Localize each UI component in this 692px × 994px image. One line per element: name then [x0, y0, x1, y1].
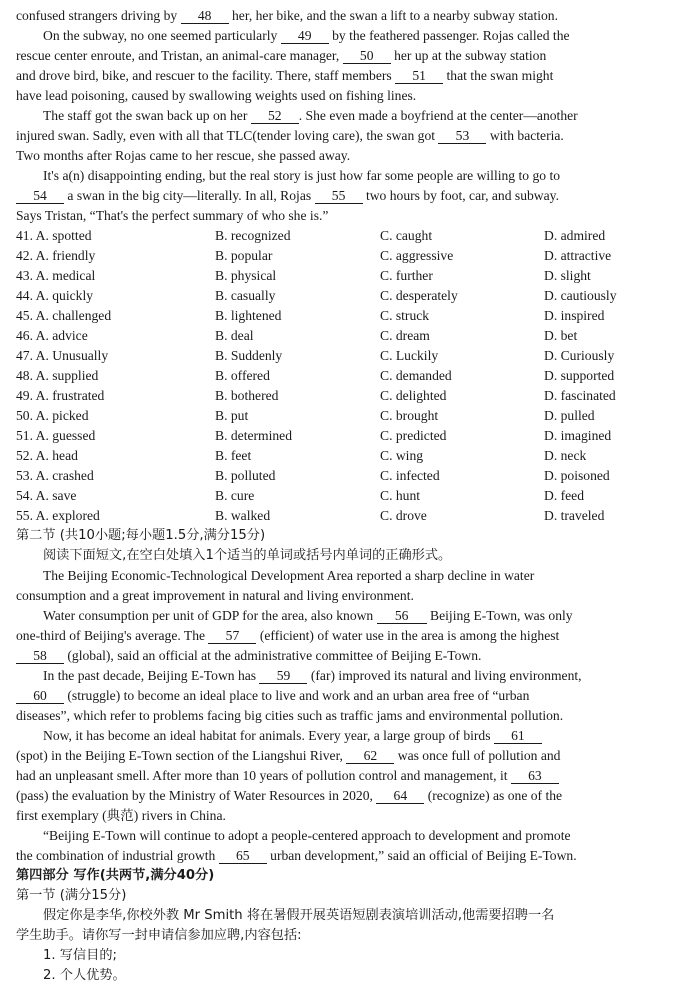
- text: injured swan. Sadly, even with all that TLC(tender loving care), the swan got: [16, 128, 439, 143]
- option-d[interactable]: D. Curiously: [544, 348, 615, 363]
- text: and drove bird, bike, and rescuer to the facility. There, staff members: [16, 68, 396, 83]
- option-row: [16, 426, 682, 446]
- option-a[interactable]: 42. A. friendly: [16, 248, 96, 263]
- option-b[interactable]: B. popular: [215, 248, 273, 263]
- option-d[interactable]: D. traveled: [544, 508, 605, 523]
- passage-line: Two months after Rojas came to her rescue, she passed away.: [16, 148, 351, 163]
- option-row: [16, 366, 682, 386]
- option-d[interactable]: D. pulled: [544, 408, 595, 423]
- option-d[interactable]: D. bet: [544, 328, 578, 343]
- passage-line: [16, 786, 682, 806]
- option-d[interactable]: D. neck: [544, 448, 587, 463]
- option-a[interactable]: 41. A. spotted: [16, 228, 92, 243]
- text: rescue center enroute, and Tristan, an animal-care manager,: [16, 48, 343, 63]
- task-paragraph: 假定你是李华,你校外教 Mr Smith 将在暑假开展英语短剧表演培训活动,他需要招聘一名: [43, 908, 555, 923]
- option-d[interactable]: D. cautiously: [544, 288, 617, 303]
- option-a[interactable]: 45. A. challenged: [16, 308, 112, 323]
- blank-59[interactable]: 59: [259, 668, 307, 684]
- option-a[interactable]: 55. A. explored: [16, 508, 100, 523]
- option-c[interactable]: C. infected: [380, 468, 440, 483]
- text: that the swan might: [443, 68, 554, 83]
- option-a[interactable]: 49. A. frustrated: [16, 388, 105, 403]
- text: her up at the subway station: [390, 48, 547, 63]
- text: (spot) in the Beijing E-Town section of the Liangshui River,: [16, 748, 347, 763]
- option-d[interactable]: D. fascinated: [544, 388, 616, 403]
- text: had an unpleasant smell. After more than 10 years of pollution control and management, it: [16, 768, 511, 783]
- option-a[interactable]: 51. A. guessed: [16, 428, 96, 443]
- option-a[interactable]: 54. A. save: [16, 488, 77, 503]
- part4-heading: 第四部分 写作(共两节,满分40分): [16, 868, 215, 883]
- option-c[interactable]: C. wing: [380, 448, 424, 463]
- option-a[interactable]: 44. A. quickly: [16, 288, 94, 303]
- option-b[interactable]: B. offered: [215, 368, 270, 383]
- option-d[interactable]: D. inspired: [544, 308, 605, 323]
- passage-line: The Beijing Economic-Technological Development Area reported a sharp decline in water: [43, 568, 535, 583]
- option-b[interactable]: B. determined: [215, 428, 293, 443]
- blank-52[interactable]: 52: [251, 108, 299, 124]
- option-a[interactable]: 48. A. supplied: [16, 368, 99, 383]
- text: (global), said an official at the administrative committee of Beijing E-Town.: [64, 648, 482, 663]
- passage-line: [16, 726, 682, 746]
- option-row: [16, 486, 682, 506]
- option-row: [16, 286, 682, 306]
- blank-64[interactable]: 64: [376, 788, 424, 804]
- task-item: 1. 写信目的;: [43, 948, 117, 963]
- option-b[interactable]: B. bothered: [215, 388, 279, 403]
- option-c[interactable]: C. brought: [380, 408, 439, 423]
- option-c[interactable]: C. predicted: [380, 428, 447, 443]
- passage-line: [16, 746, 682, 766]
- blank-57[interactable]: 57: [208, 628, 256, 644]
- option-a[interactable]: 46. A. advice: [16, 328, 88, 343]
- task-item: 2. 个人优势。: [43, 968, 126, 983]
- option-b[interactable]: B. recognized: [215, 228, 291, 243]
- option-b[interactable]: B. feet: [215, 448, 252, 463]
- passage-line: [16, 186, 682, 206]
- passage-line: [16, 846, 682, 866]
- option-row: [16, 446, 682, 466]
- text: Beijing E-Town, was only: [426, 608, 573, 623]
- text: In the past decade, Beijing E-Town has: [43, 668, 260, 683]
- section-instruction: 阅读下面短文,在空白处填入1个适当的单词或括号内单词的正确形式。: [43, 548, 452, 563]
- option-row: [16, 506, 682, 526]
- blank-55[interactable]: 55: [315, 188, 363, 204]
- option-row: [16, 266, 682, 286]
- blank-58[interactable]: 58: [16, 648, 64, 664]
- blank-49[interactable]: 49: [281, 28, 329, 44]
- passage-line: [16, 26, 682, 46]
- task-paragraph: 学生助手。请你写一封申请信参加应聘,内容包括:: [16, 928, 302, 943]
- option-c[interactable]: C. desperately: [380, 288, 458, 303]
- passage-line: [16, 46, 682, 66]
- passage-line: [16, 666, 682, 686]
- option-row: [16, 466, 682, 486]
- text: confused strangers driving by: [16, 8, 181, 23]
- option-c[interactable]: C. demanded: [380, 368, 452, 383]
- text: (efficient) of water use in the area is among the highest: [256, 628, 560, 643]
- option-d[interactable]: D. supported: [544, 368, 615, 383]
- option-b[interactable]: B. Suddenly: [215, 348, 283, 363]
- option-d[interactable]: D. slight: [544, 268, 591, 283]
- passage-line: [16, 106, 682, 126]
- option-row: [16, 326, 682, 346]
- option-b[interactable]: B. polluted: [215, 468, 276, 483]
- passage-line: [16, 6, 682, 26]
- text: urban development,” said an official of Beijing E-Town.: [266, 848, 577, 863]
- blank-56[interactable]: 56: [377, 608, 427, 624]
- passage-line: [16, 646, 682, 666]
- blank-60[interactable]: 60: [16, 688, 64, 704]
- text: one-third of Beijing's average. The: [16, 628, 209, 643]
- option-c[interactable]: C. caught: [380, 228, 433, 243]
- text: Water consumption per unit of GDP for the area, also known: [43, 608, 377, 623]
- passage-line: first exemplary (典范) rivers in China.: [16, 808, 226, 823]
- option-row: [16, 346, 682, 366]
- option-c[interactable]: C. delighted: [380, 388, 447, 403]
- text: with bacteria.: [486, 128, 564, 143]
- passage-line: [16, 686, 682, 706]
- text: The staff got the swan back up on her: [43, 108, 251, 123]
- option-d[interactable]: D. poisoned: [544, 468, 610, 483]
- text: a swan in the big city—literally. In all, Rojas: [64, 188, 315, 203]
- option-b[interactable]: B. walked: [215, 508, 271, 523]
- text: was once full of pollution and: [394, 748, 561, 763]
- option-c[interactable]: C. hunt: [380, 488, 421, 503]
- text: (recognize) as one of the: [424, 788, 563, 803]
- text: by the feathered passenger. Rojas called the: [328, 28, 570, 43]
- option-b[interactable]: B. put: [215, 408, 249, 423]
- option-c[interactable]: C. struck: [380, 308, 430, 323]
- option-b[interactable]: B. lightened: [215, 308, 282, 323]
- option-b[interactable]: B. physical: [215, 268, 277, 283]
- option-b[interactable]: B. cure: [215, 488, 255, 503]
- text: Now, it has become an ideal habitat for animals. Every year, a large group of birds: [43, 728, 494, 743]
- option-d[interactable]: D. feed: [544, 488, 585, 503]
- text: . She even made a boyfriend at the center—another: [298, 108, 578, 123]
- option-row: [16, 386, 682, 406]
- text: the combination of industrial growth: [16, 848, 219, 863]
- option-c[interactable]: C. drove: [380, 508, 427, 523]
- option-d[interactable]: D. attractive: [544, 248, 612, 263]
- option-row: [16, 226, 682, 246]
- option-row: [16, 246, 682, 266]
- option-a[interactable]: 43. A. medical: [16, 268, 96, 283]
- blank-51[interactable]: 51: [395, 68, 443, 84]
- text: (struggle) to become an ideal place to live and work and an urban area free of “urban: [64, 688, 530, 703]
- passage-line: [16, 66, 682, 86]
- blank-53[interactable]: 53: [438, 128, 486, 144]
- text: her, her bike, and the swan a lift to a nearby subway station.: [228, 8, 558, 23]
- option-c[interactable]: C. aggressive: [380, 248, 454, 263]
- passage-line: consumption and a great improvement in natural and living environment.: [16, 588, 414, 603]
- passage-line: diseases”, which refer to problems facing big cities such as traffic jams and environmental pollution.: [16, 708, 564, 723]
- option-a[interactable]: 50. A. picked: [16, 408, 89, 423]
- passage-line: [16, 626, 682, 646]
- blank-48[interactable]: 48: [181, 8, 229, 24]
- option-a[interactable]: 47. A. Unusually: [16, 348, 109, 363]
- section-heading: 第二节 (共10小题;每小题1.5分,满分15分): [16, 528, 266, 543]
- options-table: [16, 226, 682, 526]
- blank-63[interactable]: 63: [511, 768, 559, 784]
- option-c[interactable]: C. further: [380, 268, 433, 283]
- blank-50[interactable]: 50: [343, 48, 391, 64]
- passage-line: [16, 766, 682, 786]
- passage-line: Says Tristan, “That's the perfect summary of who she is.”: [16, 208, 329, 223]
- option-c[interactable]: C. dream: [380, 328, 430, 343]
- part4-subheading: 第一节 (满分15分): [16, 888, 127, 903]
- option-b[interactable]: B. casually: [215, 288, 276, 303]
- option-a[interactable]: 52. A. head: [16, 448, 78, 463]
- option-d[interactable]: D. imagined: [544, 428, 612, 443]
- passage-line: [16, 606, 682, 626]
- option-b[interactable]: B. deal: [215, 328, 254, 343]
- text: two hours by foot, car, and subway.: [362, 188, 559, 203]
- blank-61[interactable]: 61: [494, 728, 542, 744]
- option-row: [16, 306, 682, 326]
- passage-line: have lead poisoning, caused by swallowing weights used on fishing lines.: [16, 88, 417, 103]
- option-d[interactable]: D. admired: [544, 228, 606, 243]
- option-a[interactable]: 53. A. crashed: [16, 468, 94, 483]
- text: (far) improved its natural and living environment,: [307, 668, 582, 683]
- passage-line: “Beijing E-Town will continue to adopt a people-centered approach to development and promote: [43, 828, 571, 843]
- passage-line: It's a(n) disappointing ending, but the real story is just how far some people are willing to go to: [43, 168, 561, 183]
- option-c[interactable]: C. Luckily: [380, 348, 439, 363]
- text: (pass) the evaluation by the Ministry of Water Resources in 2020,: [16, 788, 377, 803]
- blank-54[interactable]: 54: [16, 188, 64, 204]
- passage-line: [16, 126, 682, 146]
- blank-62[interactable]: 62: [346, 748, 394, 764]
- text: On the subway, no one seemed particularly: [43, 28, 281, 43]
- blank-65[interactable]: 65: [219, 848, 267, 864]
- option-row: [16, 406, 682, 426]
